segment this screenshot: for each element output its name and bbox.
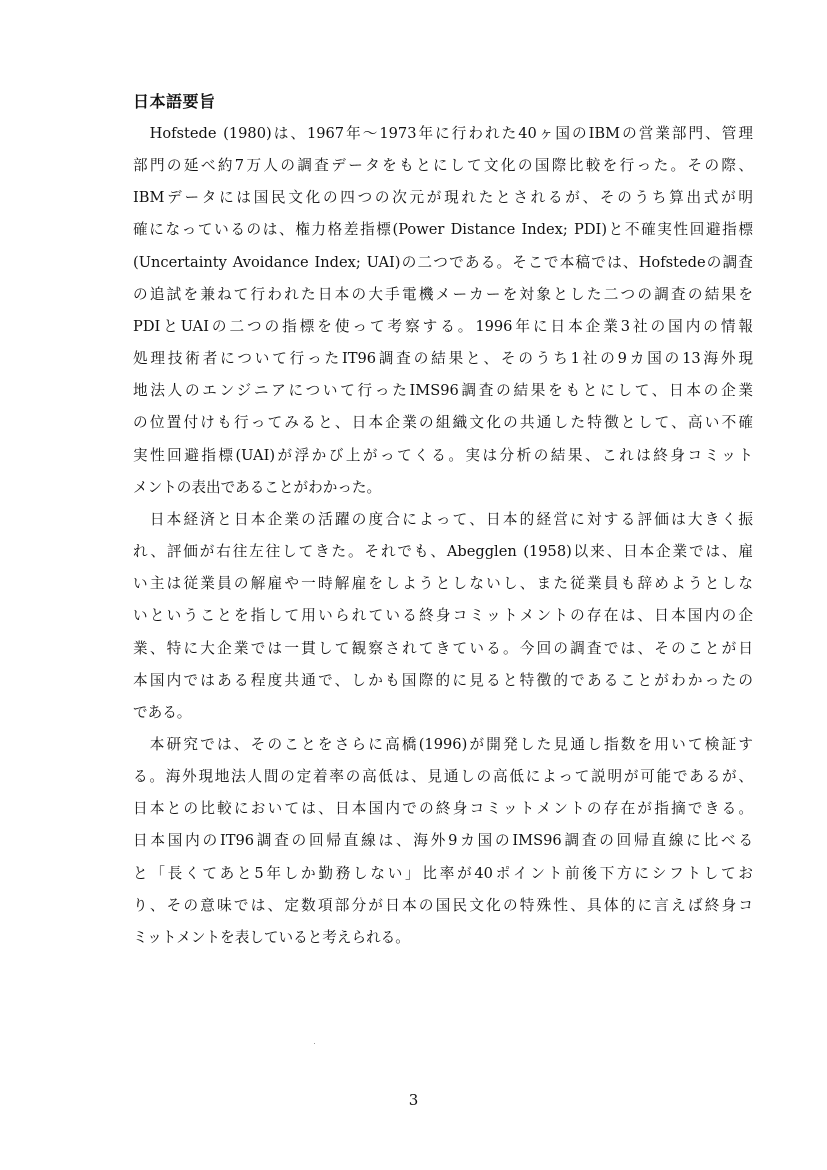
text-line: 処理技術者について行ったIT96調査の結果と、そのうち1社の9カ国の13海外現 [133, 350, 753, 368]
text-line: 部門の延べ約7万人の調査データをもとにして文化の国際比較を行った。その際、 [133, 157, 753, 175]
text-line: 日本との比較においては、日本国内での終身コミットメントの存在が指摘できる。 [133, 800, 753, 818]
section-heading: 日本語要旨 [133, 92, 216, 111]
text-line: 地法人のエンジニアについて行ったIMS96調査の結果をもとにして、日本の企業 [133, 382, 753, 400]
text-line: 日本経済と日本企業の活躍の度合によって、日本的経営に対する評価は大きく振 [133, 510, 753, 528]
text-line: (Uncertainty Avoidance Index; UAI)の二つである。そこで本稿では、Hofstedeの調査 [133, 253, 753, 271]
text-line: り、その意味では、定数項部分が日本の国民文化の特殊性、具体的に言えば終身コ [133, 896, 753, 914]
text-line: PDIとUAIの二つの指標を使って考察する。1996年に日本企業3社の国内の情報 [133, 317, 753, 335]
text-line: 業、特に大企業では一貫して観察されてきている。今回の調査では、そのことが日 [133, 639, 753, 657]
text-line: の位置付けも行ってみると、日本企業の組織文化の共通した特徴として、高い不確 [133, 414, 753, 432]
text-line: い主は従業員の解雇や一時解雇をしようとしないし、また従業員も辞めようとしな [133, 575, 753, 593]
page-number: 3 [408, 1091, 419, 1109]
text-line: と「長くてあと5年しか勤務しない」比率が40ポイント前後下方にシフトしてお [133, 864, 753, 882]
text-line: Hofstede (1980)は、1967年〜1973年に行われた40ヶ国のIBMの営業部門、管理 [133, 125, 753, 142]
text-line: 確になっているのは、権力格差指標(Power Distance Index; PDI)と不確実性回避指標 [133, 221, 753, 239]
text-line: である。 [133, 703, 192, 721]
text-line: 本研究では、そのことをさらに高橋(1996)が開発した見通し指数を用いて検証す [133, 735, 753, 753]
text-line: ミットメントを表していると考えられる。 [133, 928, 410, 946]
text-line: れ、評価が右往左往してきた。それでも、Abegglen (1958)以来、日本企業では、雇 [133, 543, 753, 561]
text-line: 本国内ではある程度共通で、しかも国際的に見ると特徴的であることがわかったの [133, 671, 753, 689]
text-line: る。海外現地法人間の定着率の高低は、見通しの高低によって説明が可能であるが、 [133, 768, 753, 786]
text-line: IBMデータには国民文化の四つの次元が現れたとされるが、そのうち算出式が明 [133, 189, 753, 207]
text-line: いということを指して用いられている終身コミットメントの存在は、日本国内の企 [133, 607, 753, 625]
scan-speck [314, 1043, 315, 1044]
text-line: の追試を兼ねて行われた日本の大手電機メーカーを対象とした二つの調査の結果を [133, 285, 753, 303]
text-line: 日本国内のIT96調査の回帰直線は、海外9カ国のIMS96調査の回帰直線に比べる [133, 832, 753, 850]
abstract-body [133, 118, 753, 954]
text-line: メントの表出であることがわかった。 [133, 478, 382, 496]
text-line: 実性回避指標(UAI)が浮かび上がってくる。実は分析の結果、これは終身コミット [133, 446, 753, 464]
